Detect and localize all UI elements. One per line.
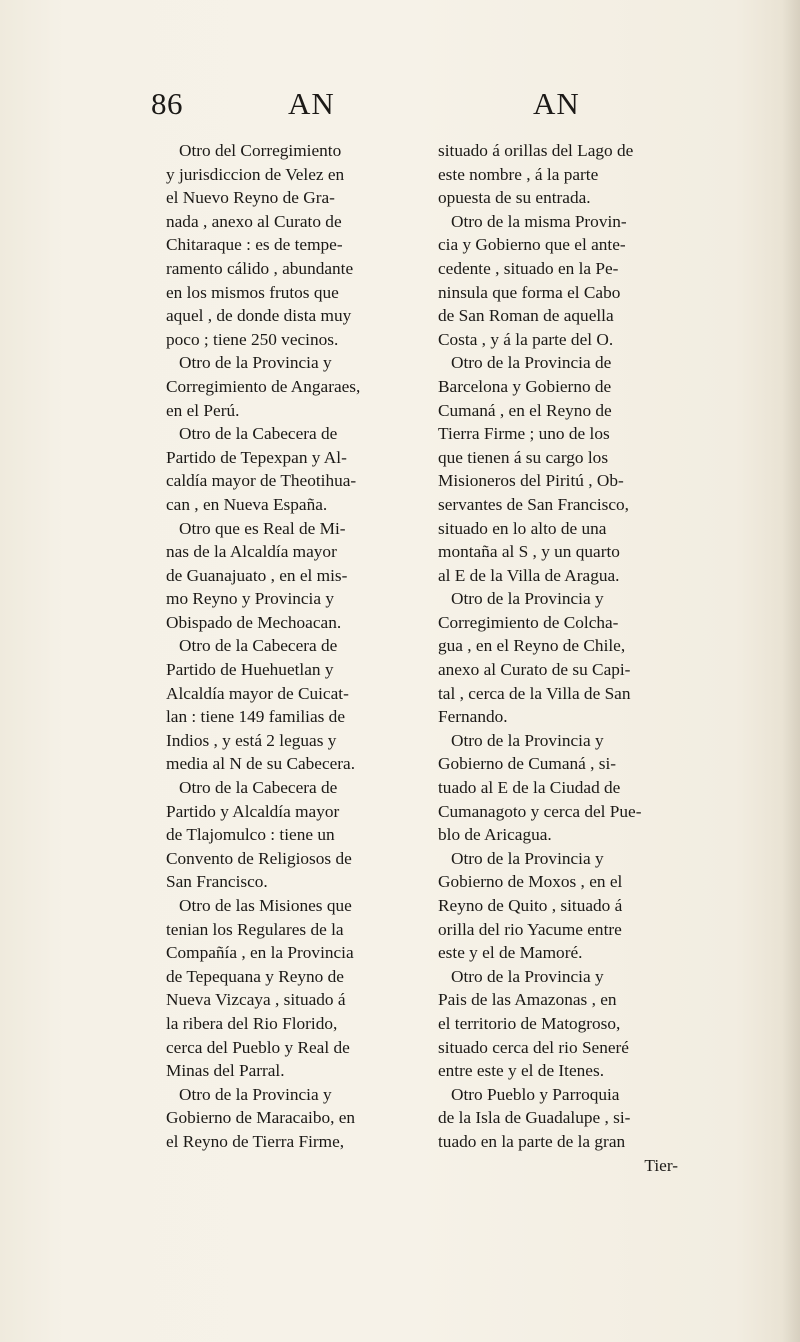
text-line: este y el de Mamoré. [438, 943, 583, 963]
page-edge-shadow [782, 0, 800, 1342]
text-line: Pais de las Amazonas , en [438, 990, 617, 1010]
text-line: Gobierno de Cumaná , si- [438, 754, 617, 774]
text-line: anexo al Curato de su Capi- [438, 660, 631, 680]
text-line: blo de Aricagua. [438, 825, 552, 845]
text-line: Corregimiento de Colcha- [438, 612, 619, 632]
page-header [0, 86, 800, 126]
text-line: Otro de la Provincia y [179, 1084, 332, 1104]
text-line: Otro de la Cabecera de [179, 778, 338, 798]
text-line: can , en Nueva España. [166, 494, 328, 514]
text-line: la ribera del Rio Florido, [166, 1013, 338, 1033]
text-column-left [166, 139, 406, 1154]
catchword: Tier- [644, 1155, 678, 1175]
text-line: montaña al S , y un quarto [438, 542, 620, 562]
text-line: cedente , situado en la Pe- [438, 258, 619, 278]
text-line: tuado al E de la Ciudad de [438, 778, 621, 798]
text-line: ninsula que forma el Cabo [438, 282, 621, 302]
text-line: nada , anexo al Curato de [166, 211, 342, 231]
page-number: 86 [151, 86, 183, 121]
text-line: Otro de la Provincia y [451, 848, 604, 868]
text-line: Minas del Parral. [166, 1061, 285, 1081]
text-line: de Tepequana y Reyno de [166, 966, 344, 986]
text-line: Partido de Tepexpan y Al- [166, 447, 347, 467]
text-line: en los mismos frutos que [166, 282, 339, 302]
text-line: Convento de Religiosos de [166, 848, 352, 868]
text-line: el Nuevo Reyno de Gra- [166, 188, 335, 208]
text-line: Otro de la Provincia y [451, 730, 604, 750]
text-line: Fernando. [438, 707, 508, 727]
text-line: Otro de la Provincia y [451, 966, 604, 986]
text-line: de San Roman de aquella [438, 306, 614, 326]
text-line: Chitaraque : es de tempe- [166, 235, 343, 255]
text-line: Corregimiento de Angaraes, [166, 376, 361, 396]
text-line: Otro de la Provincia y [451, 589, 604, 609]
text-line: Otro de la Cabecera de [179, 424, 338, 444]
running-head-right: AN [533, 86, 580, 121]
text-line: Partido de Huehuetlan y [166, 660, 334, 680]
text-line: tal , cerca de la Villa de San [438, 683, 631, 703]
text-line: de la Isla de Guadalupe , si- [438, 1108, 631, 1128]
text-line: Otro que es Real de Mi- [179, 518, 346, 538]
text-line: Compañía , en la Provincia [166, 943, 354, 963]
text-line: gua , en el Reyno de Chile, [438, 636, 626, 656]
text-line: Otro de la misma Provin- [451, 211, 627, 231]
text-line: el territorio de Matogroso, [438, 1013, 621, 1033]
text-line: San Francisco. [166, 872, 268, 892]
text-line: Misioneros del Piritú , Ob- [438, 471, 624, 491]
text-line: que tienen á su cargo los [438, 447, 609, 467]
text-line: Otro de las Misiones que [179, 896, 352, 915]
text-line: Cumanagoto y cerca del Pue- [438, 801, 642, 821]
text-line: Indios , y está 2 leguas y [166, 730, 337, 750]
text-line: Otro de la Provincia y [179, 353, 332, 373]
text-line: Otro de la Cabecera de [179, 636, 338, 656]
text-line: servantes de San Francisco, [438, 494, 629, 514]
text-line: Otro Pueblo y Parroquia [451, 1084, 620, 1104]
text-line: mo Reyno y Provincia y [166, 589, 334, 609]
text-line: tuado en la parte de la gran [438, 1131, 626, 1151]
text-line: Barcelona y Gobierno de [438, 376, 612, 396]
text-line: Costa , y á la parte del O. [438, 329, 614, 349]
text-line: situado á orillas del Lago de [438, 141, 634, 160]
text-line: Otro del Corregimiento [179, 141, 342, 160]
text-line: poco ; tiene 250 vecinos. [166, 329, 339, 349]
text-line: cerca del Pueblo y Real de [166, 1037, 350, 1057]
text-line: lan : tiene 149 familias de [166, 707, 345, 727]
text-line: Tierra Firme ; uno de los [438, 424, 610, 444]
text-line: opuesta de su entrada. [438, 188, 591, 208]
text-line: Alcaldía mayor de Cuicat- [166, 683, 349, 703]
text-line: Otro de la Provincia de [451, 353, 612, 373]
text-line: Gobierno de Maracaibo, en [166, 1108, 356, 1128]
running-head-left: AN [288, 86, 335, 121]
text-line: de Guanajuato , en el mis- [166, 565, 348, 585]
text-line: Partido y Alcaldía mayor [166, 801, 340, 821]
text-line: situado en lo alto de una [438, 518, 607, 538]
text-line: el Reyno de Tierra Firme, [166, 1131, 345, 1151]
text-line: caldía mayor de Theotihua- [166, 471, 357, 491]
text-line: ramento cálido , abundante [166, 258, 354, 278]
text-line: en el Perú. [166, 400, 240, 420]
text-line: Nueva Vizcaya , situado á [166, 990, 346, 1010]
text-line: Cumaná , en el Reyno de [438, 400, 612, 420]
text-line: y jurisdiccion de Velez en [166, 164, 345, 184]
text-line: tenian los Regulares de la [166, 919, 344, 939]
text-line: Obispado de Mechoacan. [166, 612, 342, 632]
text-line: Gobierno de Moxos , en el [438, 872, 623, 892]
text-line: orilla del rio Yacume entre [438, 919, 622, 939]
text-line: Reyno de Quito , situado á [438, 896, 623, 915]
text-line: cia y Gobierno que el ante- [438, 235, 626, 255]
text-line: este nombre , á la parte [438, 164, 599, 184]
text-line: nas de la Alcaldía mayor [166, 542, 337, 562]
text-line: entre este y el de Itenes. [438, 1061, 605, 1081]
text-line: al E de la Villa de Aragua. [438, 565, 620, 585]
text-line: aquel , de donde dista muy [166, 306, 352, 326]
text-line: situado cerca del rio Seneré [438, 1037, 629, 1057]
text-line: media al N de su Cabecera. [166, 754, 356, 774]
text-column-right [438, 139, 684, 1177]
text-line: de Tlajomulco : tiene un [166, 825, 335, 845]
